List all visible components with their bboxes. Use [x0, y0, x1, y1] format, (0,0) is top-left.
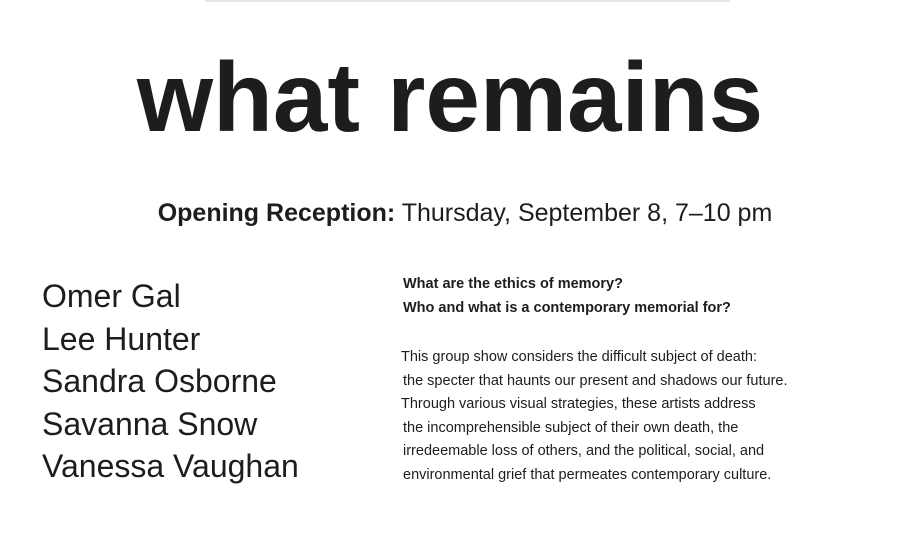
description-line: Through various visual strategies, these artists address	[401, 396, 756, 412]
artist-name: Sandra Osborne	[42, 363, 277, 399]
reception-details: Thursday, September 8, 7–10 pm	[395, 199, 773, 227]
artist-list	[42, 275, 299, 488]
description-block	[401, 346, 788, 487]
artist-name: Savanna Snow	[42, 405, 258, 442]
top-divider	[205, 0, 730, 2]
opening-reception	[0, 196, 900, 230]
question-line: What are the ethics of memory?	[403, 276, 623, 292]
question-line: Who and what is a contemporary memorial for?	[403, 300, 731, 316]
description-line: This group show considers the difficult subject of death:	[401, 349, 757, 365]
artist-name: Vanessa Vaughan	[42, 448, 299, 484]
questions-block	[403, 272, 731, 320]
artist-name: Omer Gal	[42, 278, 181, 314]
description-line: the specter that haunts our present and shadows our future.	[403, 372, 788, 389]
artist-name: Lee Hunter	[42, 320, 201, 357]
description-line: environmental grief that permeates contemporary culture.	[403, 466, 772, 483]
exhibition-title: what remains	[136, 42, 764, 152]
description-line: irredeemable loss of others, and the political, social, and	[403, 443, 765, 459]
description-line: the incomprehensible subject of their own death, the	[403, 419, 739, 436]
reception-label: Opening Reception:	[157, 199, 396, 227]
